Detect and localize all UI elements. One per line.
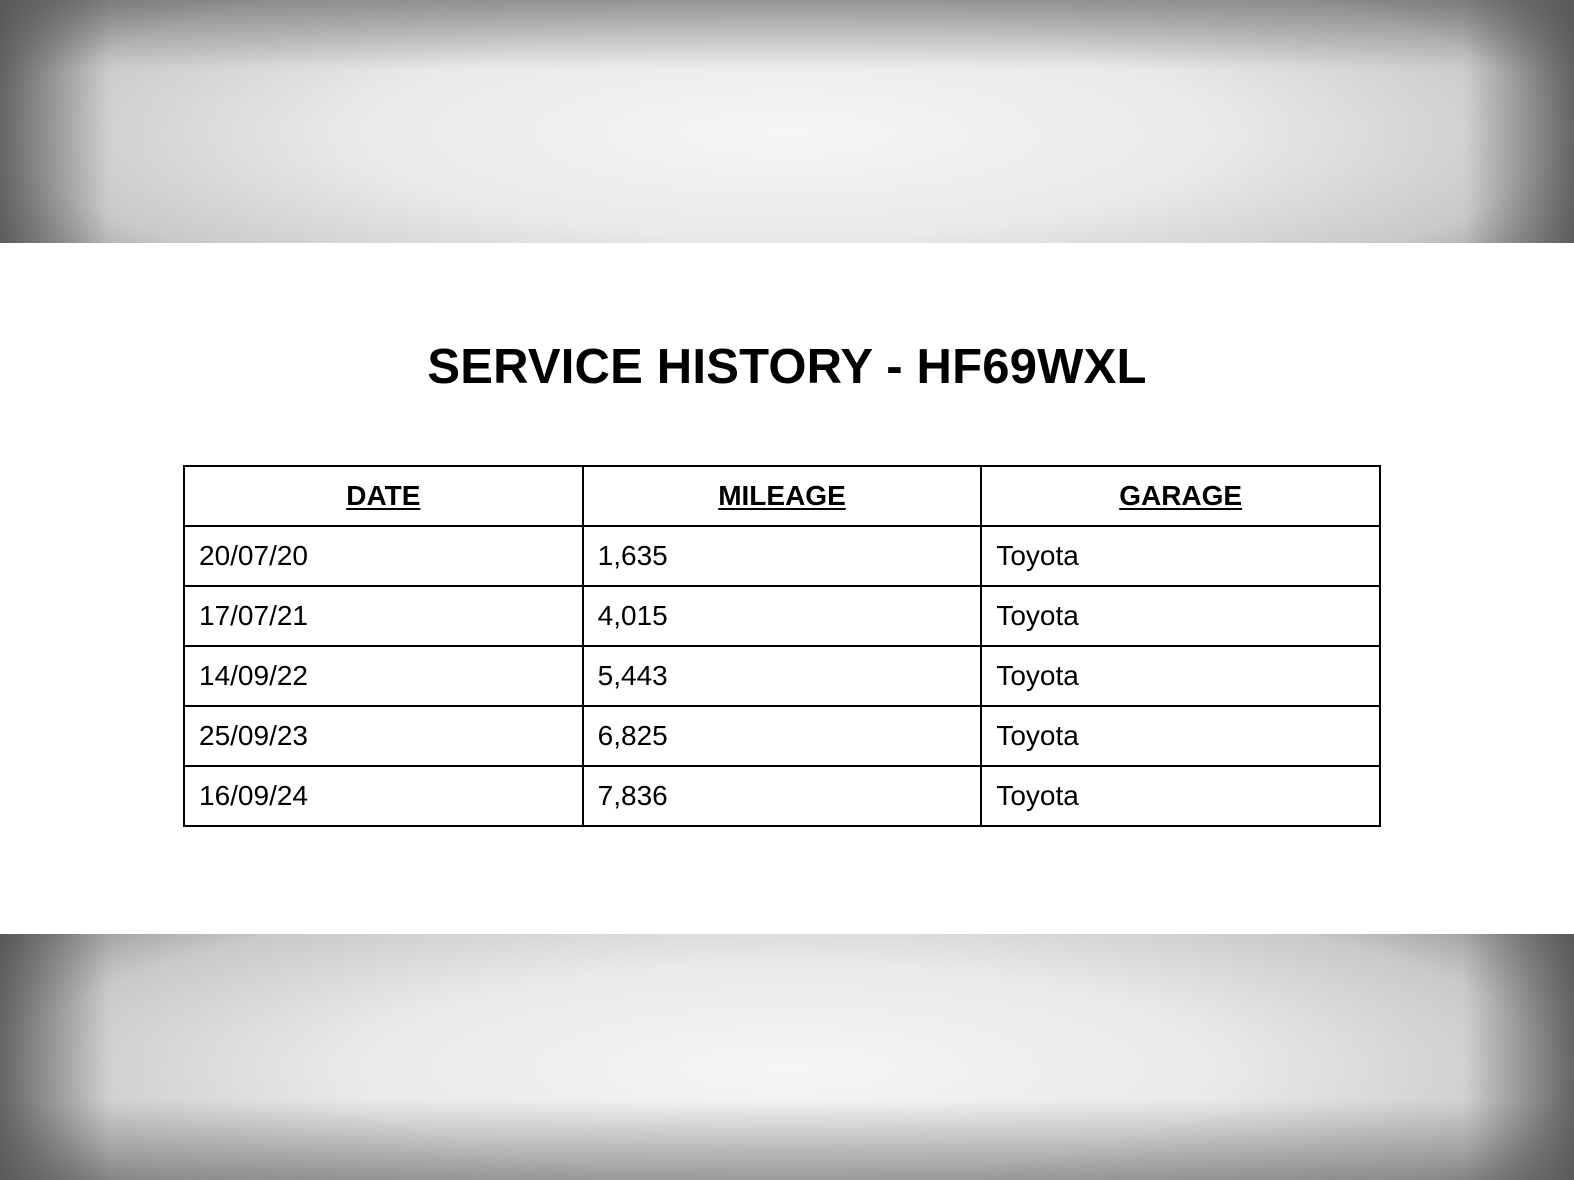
cell-mileage: 7,836	[583, 766, 982, 826]
cell-date: 14/09/22	[184, 646, 583, 706]
cell-mileage: 4,015	[583, 586, 982, 646]
cell-garage: Toyota	[981, 766, 1380, 826]
page-title: SERVICE HISTORY - HF69WXL	[427, 340, 1147, 394]
table-header-row	[184, 466, 1380, 526]
cell-mileage: 5,443	[583, 646, 982, 706]
cell-garage: Toyota	[981, 706, 1380, 766]
cell-garage: Toyota	[981, 646, 1380, 706]
cell-date: 25/09/23	[184, 706, 583, 766]
background-blur-bottom	[0, 934, 1574, 1180]
cell-date: 20/07/20	[184, 526, 583, 586]
cell-garage: Toyota	[981, 586, 1380, 646]
cell-mileage: 1,635	[583, 526, 982, 586]
table-row	[184, 526, 1380, 586]
header-mileage: MILEAGE	[583, 466, 982, 526]
header-garage: GARAGE	[981, 466, 1380, 526]
header-date: DATE	[184, 466, 583, 526]
table-row	[184, 766, 1380, 826]
cell-garage: Toyota	[981, 526, 1380, 586]
service-history-table	[183, 465, 1381, 827]
cell-date: 17/07/21	[184, 586, 583, 646]
table-row	[184, 586, 1380, 646]
table-row	[184, 646, 1380, 706]
cell-mileage: 6,825	[583, 706, 982, 766]
cell-date: 16/09/24	[184, 766, 583, 826]
background-blur-top	[0, 0, 1574, 243]
table-row	[184, 706, 1380, 766]
document-page	[0, 243, 1574, 934]
